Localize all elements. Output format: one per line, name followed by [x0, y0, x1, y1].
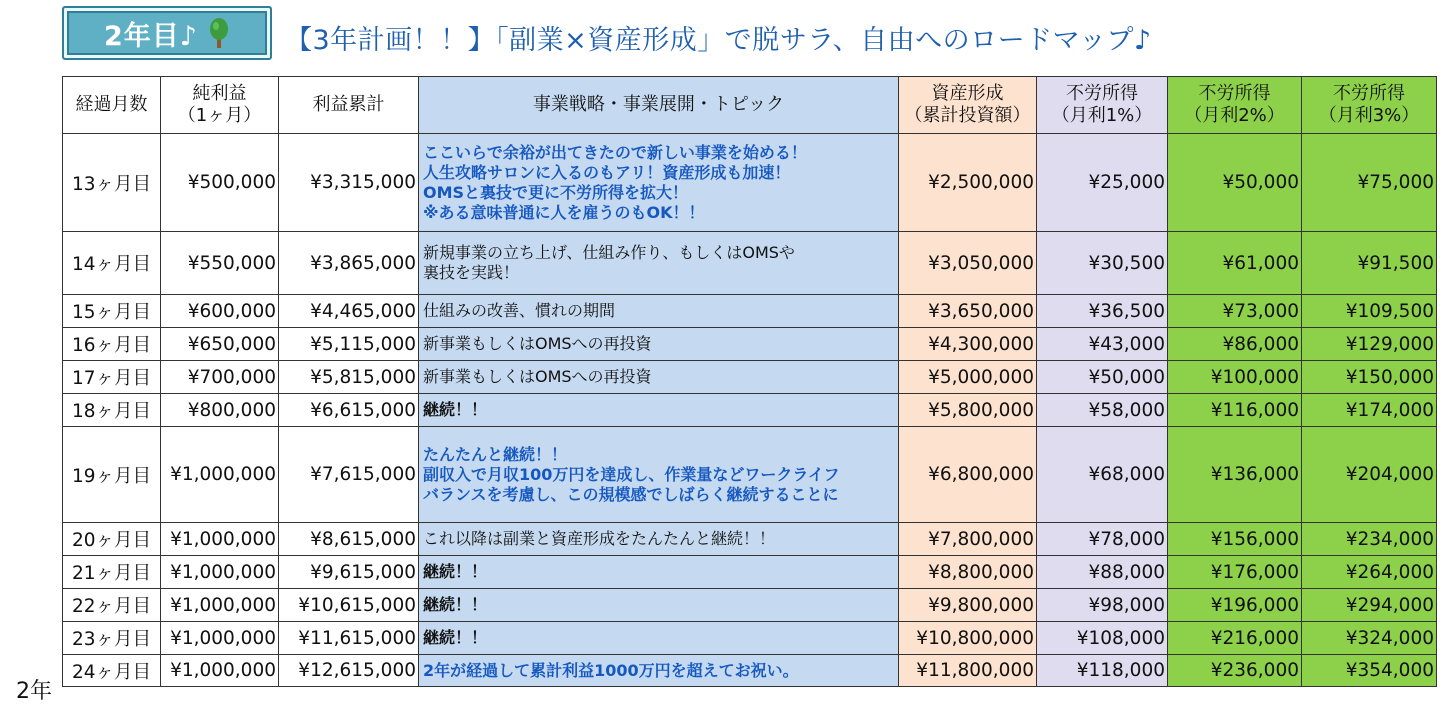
roadmap-table: [62, 76, 1437, 687]
cell-income-3pct: ¥174,000: [1302, 394, 1437, 427]
cell-income-3pct: ¥75,000: [1302, 134, 1437, 232]
year-side-label: 2年: [16, 679, 52, 704]
cell-profit: ¥650,000: [161, 328, 279, 361]
cell-asset: ¥5,800,000: [899, 394, 1037, 427]
cell-topic: これ以降は副業と資産形成をたんたんと継続！！: [419, 523, 899, 556]
table-row: [63, 394, 1437, 427]
cell-asset: ¥3,050,000: [899, 232, 1037, 295]
cell-profit: ¥1,000,000: [161, 427, 279, 523]
cell-asset: ¥8,800,000: [899, 556, 1037, 589]
cell-cumulative: ¥8,615,000: [279, 523, 419, 556]
tree-icon: [208, 18, 230, 48]
cell-income-2pct: ¥100,000: [1168, 361, 1302, 394]
cell-income-1pct: ¥108,000: [1037, 622, 1168, 655]
cell-topic: 継続！！: [419, 394, 899, 427]
cell-month: 19ヶ月目: [63, 427, 161, 523]
cell-month: 16ヶ月目: [63, 328, 161, 361]
cell-asset: ¥11,800,000: [899, 655, 1037, 687]
header-income-1pct: 不労所得 （月利1%）: [1037, 77, 1168, 134]
cell-income-2pct: ¥61,000: [1168, 232, 1302, 295]
cell-cumulative: ¥12,615,000: [279, 655, 419, 687]
cell-income-3pct: ¥264,000: [1302, 556, 1437, 589]
cell-income-1pct: ¥118,000: [1037, 655, 1168, 687]
table-row: [63, 134, 1437, 232]
cell-month: 13ヶ月目: [63, 134, 161, 232]
table-row: [63, 556, 1437, 589]
header-profit: 純利益 （1ヶ月）: [161, 77, 279, 134]
header-asset: 資産形成 （累計投資額）: [899, 77, 1037, 134]
cell-topic: たんたんと継続！！ 副収入で月収100万円を達成し、作業量などワークライフ バランスを考慮し、この規模感でしばらく継続することに: [419, 427, 899, 523]
cell-income-1pct: ¥58,000: [1037, 394, 1168, 427]
header-row: [63, 77, 1437, 134]
cell-income-2pct: ¥136,000: [1168, 427, 1302, 523]
cell-asset: ¥9,800,000: [899, 589, 1037, 622]
cell-income-2pct: ¥176,000: [1168, 556, 1302, 589]
cell-income-1pct: ¥50,000: [1037, 361, 1168, 394]
cell-topic: ここいらで余裕が出てきたので新しい事業を始める！ 人生攻略サロンに入るのもアリ！資産形成も加速！ OMSと裏技で更に不労所得を拡大！ ※ある意味普通に人を雇うのもOK！！: [419, 134, 899, 232]
cell-income-2pct: ¥196,000: [1168, 589, 1302, 622]
cell-income-3pct: ¥91,500: [1302, 232, 1437, 295]
cell-income-3pct: ¥129,000: [1302, 328, 1437, 361]
cell-month: 14ヶ月目: [63, 232, 161, 295]
cell-cumulative: ¥9,615,000: [279, 556, 419, 589]
cell-income-3pct: ¥324,000: [1302, 622, 1437, 655]
cell-topic: 継続！！: [419, 556, 899, 589]
table-row: [63, 589, 1437, 622]
header-month: 経過月数: [63, 77, 161, 134]
header-income-3pct: 不労所得 （月利3%）: [1302, 77, 1437, 134]
cell-income-1pct: ¥36,500: [1037, 295, 1168, 328]
table-row: [63, 523, 1437, 556]
cell-cumulative: ¥5,115,000: [279, 328, 419, 361]
cell-month: 23ヶ月目: [63, 622, 161, 655]
cell-cumulative: ¥11,615,000: [279, 622, 419, 655]
cell-month: 15ヶ月目: [63, 295, 161, 328]
cell-asset: ¥2,500,000: [899, 134, 1037, 232]
cell-income-1pct: ¥98,000: [1037, 589, 1168, 622]
cell-income-2pct: ¥73,000: [1168, 295, 1302, 328]
cell-topic: 新規事業の立ち上げ、仕組み作り、もしくはOMSや 裏技を実践！: [419, 232, 899, 295]
cell-asset: ¥5,000,000: [899, 361, 1037, 394]
table-row: [63, 361, 1437, 394]
cell-income-2pct: ¥116,000: [1168, 394, 1302, 427]
cell-income-1pct: ¥78,000: [1037, 523, 1168, 556]
cell-asset: ¥10,800,000: [899, 622, 1037, 655]
cell-income-2pct: ¥50,000: [1168, 134, 1302, 232]
cell-income-3pct: ¥150,000: [1302, 361, 1437, 394]
cell-topic: 新事業もしくはOMSへの再投資: [419, 361, 899, 394]
cell-topic: 仕組みの改善、慣れの期間: [419, 295, 899, 328]
cell-cumulative: ¥3,865,000: [279, 232, 419, 295]
table-row: [63, 232, 1437, 295]
cell-income-2pct: ¥216,000: [1168, 622, 1302, 655]
cell-income-1pct: ¥30,500: [1037, 232, 1168, 295]
cell-cumulative: ¥4,465,000: [279, 295, 419, 328]
cell-asset: ¥7,800,000: [899, 523, 1037, 556]
cell-topic: 2年が経過して累計利益1000万円を超えてお祝い。: [419, 655, 899, 687]
cell-income-1pct: ¥25,000: [1037, 134, 1168, 232]
table-row: [63, 295, 1437, 328]
table-row: [63, 328, 1437, 361]
table-row: [63, 655, 1437, 687]
cell-month: 24ヶ月目: [63, 655, 161, 687]
cell-income-2pct: ¥236,000: [1168, 655, 1302, 687]
page-title: 【3年計画！！】「副業×資産形成」で脱サラ、自由へのロードマップ♪: [285, 25, 1152, 56]
cell-asset: ¥3,650,000: [899, 295, 1037, 328]
cell-profit: ¥800,000: [161, 394, 279, 427]
cell-profit: ¥700,000: [161, 361, 279, 394]
year-badge: [62, 6, 272, 60]
cell-profit: ¥1,000,000: [161, 556, 279, 589]
cell-cumulative: ¥7,615,000: [279, 427, 419, 523]
table-row: [63, 427, 1437, 523]
cell-cumulative: ¥10,615,000: [279, 589, 419, 622]
cell-month: 20ヶ月目: [63, 523, 161, 556]
cell-income-2pct: ¥86,000: [1168, 328, 1302, 361]
cell-income-3pct: ¥294,000: [1302, 589, 1437, 622]
cell-income-3pct: ¥234,000: [1302, 523, 1437, 556]
cell-profit: ¥550,000: [161, 232, 279, 295]
cell-month: 18ヶ月目: [63, 394, 161, 427]
cell-profit: ¥500,000: [161, 134, 279, 232]
cell-cumulative: ¥3,315,000: [279, 134, 419, 232]
header-income-2pct: 不労所得 （月利2%）: [1168, 77, 1302, 134]
cell-month: 22ヶ月目: [63, 589, 161, 622]
cell-income-1pct: ¥88,000: [1037, 556, 1168, 589]
cell-cumulative: ¥6,615,000: [279, 394, 419, 427]
cell-income-3pct: ¥354,000: [1302, 655, 1437, 687]
header-cumulative: 利益累計: [279, 77, 419, 134]
cell-topic: 継続！！: [419, 622, 899, 655]
cell-profit: ¥1,000,000: [161, 622, 279, 655]
cell-income-1pct: ¥68,000: [1037, 427, 1168, 523]
cell-asset: ¥4,300,000: [899, 328, 1037, 361]
table-row: [63, 622, 1437, 655]
cell-income-3pct: ¥109,500: [1302, 295, 1437, 328]
cell-topic: 新事業もしくはOMSへの再投資: [419, 328, 899, 361]
cell-profit: ¥1,000,000: [161, 523, 279, 556]
cell-month: 21ヶ月目: [63, 556, 161, 589]
cell-topic: 継続！！: [419, 589, 899, 622]
header-strategy: 事業戦略・事業展開・トピック: [419, 77, 899, 134]
cell-income-3pct: ¥204,000: [1302, 427, 1437, 523]
badge-label: 2年目♪: [103, 20, 199, 52]
cell-cumulative: ¥5,815,000: [279, 361, 419, 394]
cell-income-1pct: ¥43,000: [1037, 328, 1168, 361]
cell-asset: ¥6,800,000: [899, 427, 1037, 523]
cell-income-2pct: ¥156,000: [1168, 523, 1302, 556]
cell-month: 17ヶ月目: [63, 361, 161, 394]
cell-profit: ¥1,000,000: [161, 655, 279, 687]
cell-profit: ¥1,000,000: [161, 589, 279, 622]
cell-profit: ¥600,000: [161, 295, 279, 328]
